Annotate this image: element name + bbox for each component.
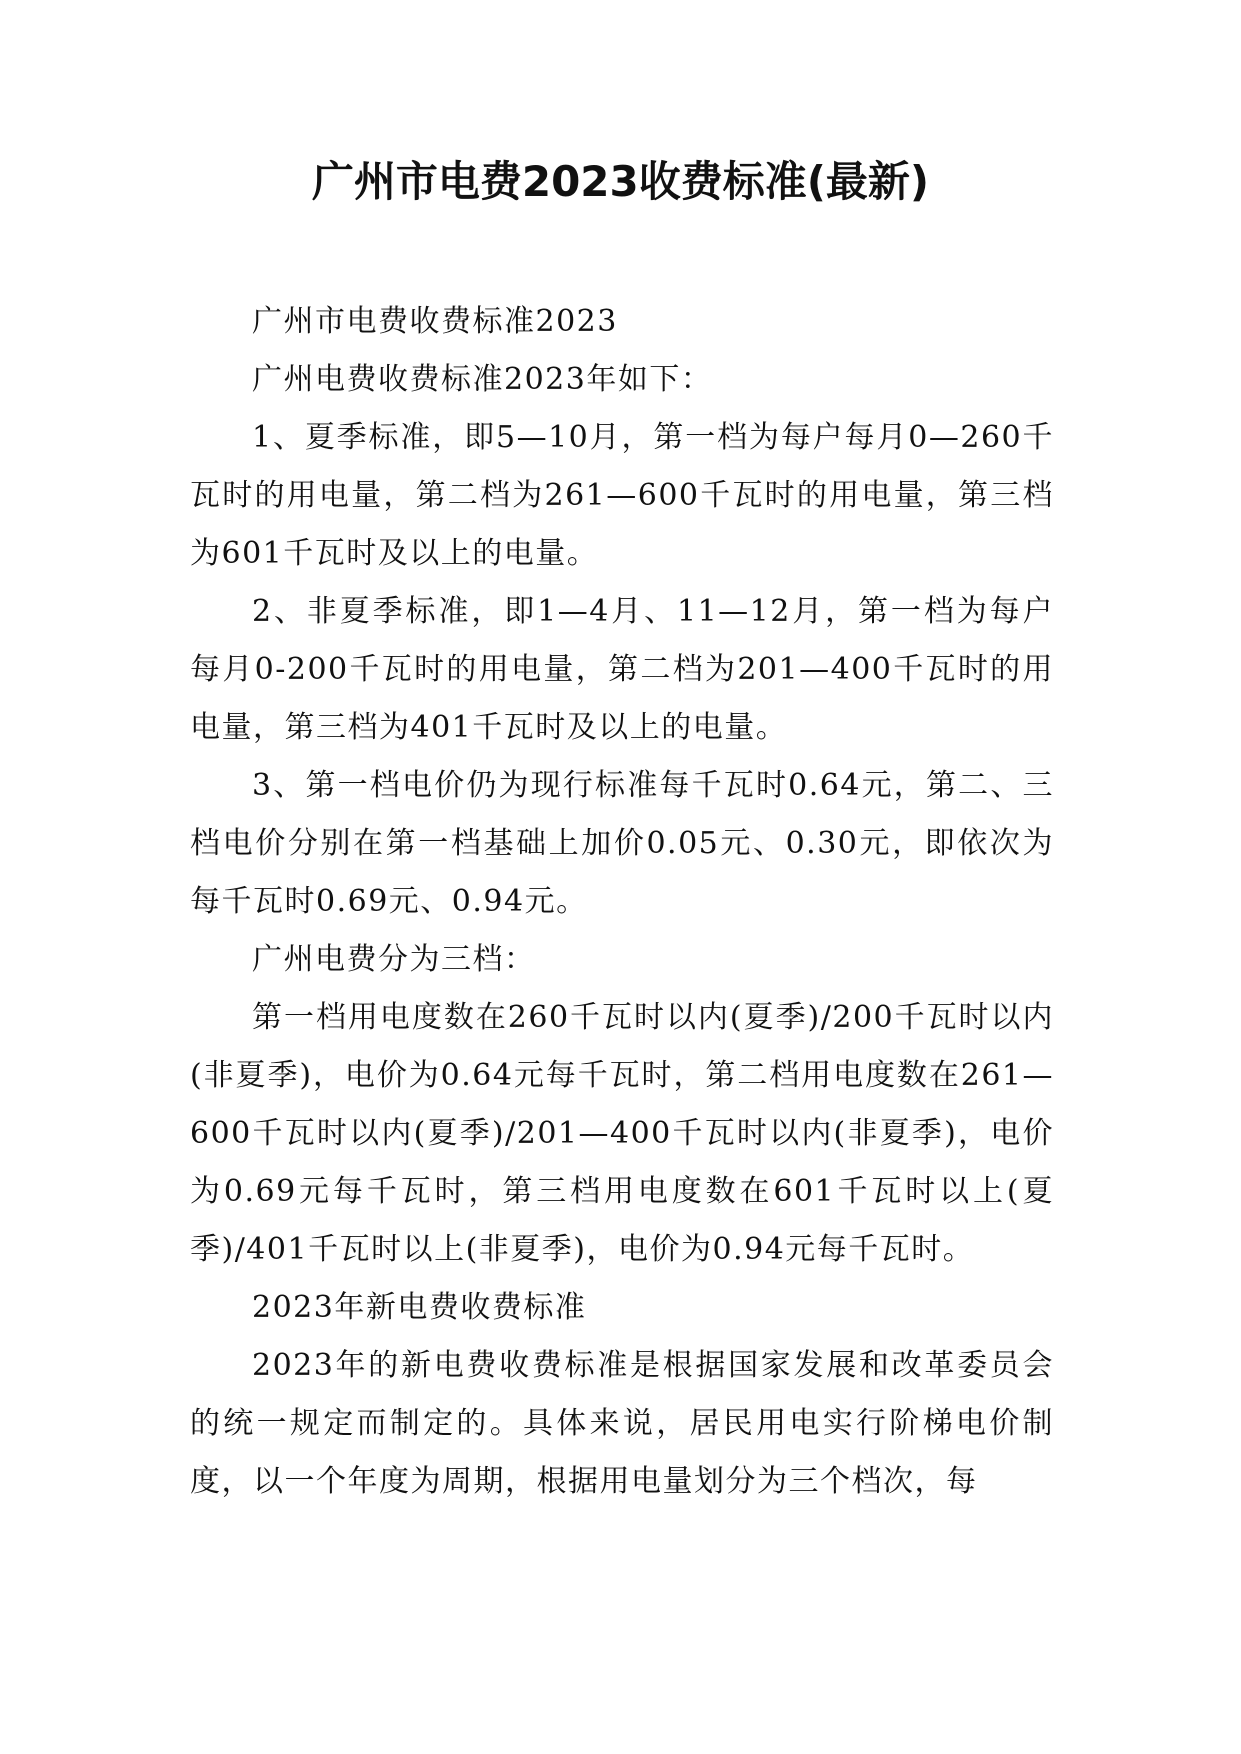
- paragraph-three-tiers-heading: 广州电费分为三档：: [252, 942, 536, 977]
- paragraph-non-summer-standard: 2、非夏季标准，即1—4月、11—12月，第一档为每户每月0-200千瓦时的用电量，第二档为201—400千瓦时的用电量，第三档为401千瓦时及以上的电量。: [190, 594, 1054, 745]
- paragraph-intro: 广州电费收费标准2023年如下：: [252, 362, 713, 397]
- paragraph-new-standard-detail: 2023年的新电费收费标准是根据国家发展和改革委员会的统一规定而制定的。具体来说，居民用电实行阶梯电价制度，以一个年度为周期，根据用电量划分为三个档次，每: [190, 1348, 1054, 1499]
- paragraph-tier-prices: 3、第一档电价仍为现行标准每千瓦时0.64元，第二、三档电价分别在第一档基础上加价0.05元、0.30元，即依次为每千瓦时0.69元、0.94元。: [190, 768, 1054, 919]
- paragraph-heading-2023-standard: 广州市电费收费标准2023: [252, 304, 618, 339]
- paragraph-new-standard-heading: 2023年新电费收费标准: [252, 1290, 587, 1325]
- document-body: [190, 293, 1054, 1511]
- paragraph-three-tiers-detail: 第一档用电度数在260千瓦时以内(夏季)/200千瓦时以内(非夏季)，电价为0.64元每千瓦时，第二档用电度数在261—600千瓦时以内(夏季)/201—400千瓦时以内(非夏季)，电价为0.69元每千瓦时，第三档用电度数在601千瓦时以上(夏季)/401千瓦时以上(非夏季)，电价为0.94元每千瓦时。: [190, 1000, 1054, 1267]
- paragraph-summer-standard: 1、夏季标准，即5—10月，第一档为每户每月0—260千瓦时的用电量，第二档为261—600千瓦时的用电量，第三档为601千瓦时及以上的电量。: [190, 420, 1054, 571]
- document-title: 广州市电费2023收费标准(最新): [311, 157, 930, 206]
